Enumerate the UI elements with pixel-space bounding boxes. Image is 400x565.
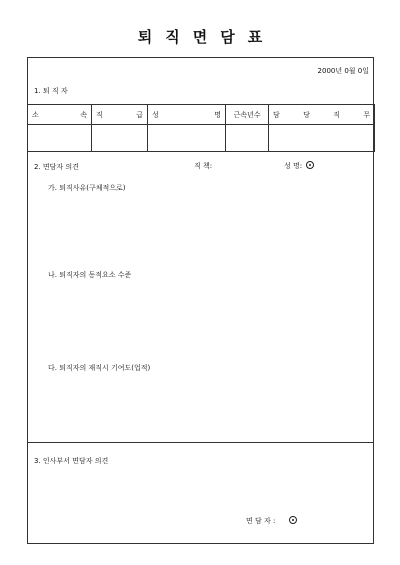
form-frame — [27, 57, 374, 544]
document-title: 퇴직면담표 — [137, 28, 276, 46]
section1-label: 1. 퇴 직 자 — [34, 87, 68, 95]
header-char: 급 — [136, 110, 143, 119]
years-cell[interactable] — [226, 125, 269, 152]
table-input-row — [28, 125, 375, 152]
header-years-of-service — [226, 105, 269, 125]
header-char: 직 — [96, 110, 103, 119]
header-char: 근속년수 — [233, 110, 261, 119]
retiree-info-table — [27, 104, 375, 152]
header-rank — [92, 105, 148, 125]
interviewer-field — [246, 516, 297, 526]
seal-icon — [289, 516, 297, 524]
name-field-label: 성 명: — [284, 162, 303, 170]
reason-item: 가. 퇴직사유(구체적으로) — [48, 184, 126, 192]
header-char: 무 — [363, 110, 370, 119]
header-char: 당 — [303, 110, 310, 119]
header-duty — [269, 105, 375, 125]
section3-label: 3. 인사부서 면담자 의견 — [34, 457, 109, 465]
header-char: 명 — [214, 110, 221, 119]
name-cell[interactable] — [148, 125, 226, 152]
contribution-item: 다. 퇴직자의 재직시 기여도(업적) — [48, 364, 151, 372]
header-name — [148, 105, 226, 125]
header-department — [28, 105, 92, 125]
factor-item: 나. 퇴직자의 동적요소 수준 — [48, 271, 132, 279]
header-char: 속 — [80, 110, 87, 119]
header-char: 담 — [273, 110, 280, 119]
header-char: 직 — [333, 110, 340, 119]
interviewer-label: 면 담 자 : — [246, 517, 276, 525]
header-char: 소 — [32, 110, 39, 119]
seal-icon — [306, 161, 314, 169]
rank-cell[interactable] — [92, 125, 148, 152]
table-header-row — [28, 105, 375, 125]
duty-cell[interactable] — [269, 125, 375, 152]
date-field: 2000년 0월 0일 — [317, 67, 369, 75]
department-cell[interactable] — [28, 125, 92, 152]
name-field — [284, 161, 314, 171]
header-char: 성 — [152, 110, 159, 119]
job-title-field: 직 책: — [194, 162, 213, 170]
section-divider — [27, 442, 374, 443]
section2-label: 2. 면담자 의견 — [34, 163, 79, 171]
